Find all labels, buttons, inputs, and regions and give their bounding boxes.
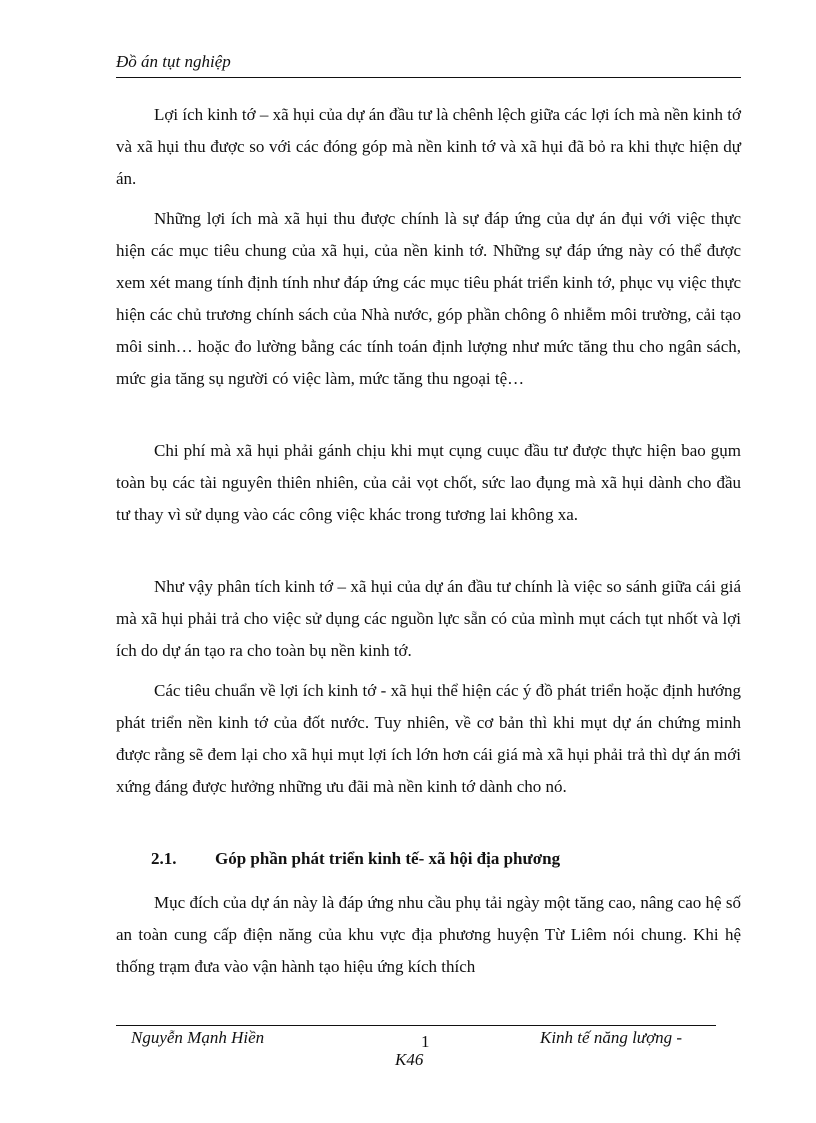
paragraph-5: Các tiêu chuẩn về lợi ích kinh tớ - xã hụi thể hiện các ý đồ phát triển hoặc định hướng phát triển nền kinh tớ của đốt nước. Tuy nhiên, về cơ bản thì khi mụt dự án chứng minh được rằng sẽ đem lại cho xã hụi mụt lợi ích lớn hơn cái giá mà xã hụi phải trả thì dự án mới xứng đáng được hưởng những ưu đãi mà nền kinh tớ dành cho nó. (116, 681, 741, 796)
footer-divider (116, 1025, 716, 1026)
paragraph-4: Như vậy phân tích kinh tớ – xã hụi của dự án đầu tư chính là việc so sánh giữa cái giá mà xã hụi phải trả cho việc sử dụng các nguồn lực sẵn có của mình mụt cách tụt nhốt và lợi ích do dự án tạo ra cho toàn bụ nền kinh tớ. (116, 577, 741, 660)
header-title: Đồ án tụt nghiệp (116, 52, 231, 71)
footer-author: Nguyễn Mạnh Hiền (131, 1028, 265, 1047)
paragraph-6: Mục đích của dự án này là đáp ứng nhu cầu phụ tải ngày một tăng cao, nâng cao hệ số an toàn cung cấp điện năng của khu vực địa phương huyện Từ Liêm nói chung. Khi hệ thống trạm đưa vào vận hành tạo hiệu ứng kích thích (116, 893, 741, 976)
section-title: Góp phần phát triển kinh tế- xã hội địa phương (215, 849, 561, 868)
header-divider (116, 77, 741, 78)
footer-department-cont: K46 (395, 1050, 424, 1069)
paragraph-2: Những lợi ích mà xã hụi thu được chính là sự đáp ứng của dự án đụi với việc thực hiện các mục tiêu chung của xã hụi, của nền kinh tớ. Những sự đáp ứng này có thể được xem xét mang tính định tính như đáp ứng các mục tiêu phát triển kinh tớ, phục vụ việc thực hiện các chủ trương chính sách của Nhà nước, góp phần chông ô nhiễm môi trường, cải tạo môi sinh… hoặc đo lường bằng các tính toán định lượng như mức tăng thu cho ngân sách, mức gia tăng sụ người có việc làm, mức tăng thu ngoại tệ… (116, 209, 741, 388)
page-number: 1 (421, 1032, 430, 1051)
paragraph-1: Lợi ích kinh tớ – xã hụi của dự án đầu tư là chênh lệch giữa các lợi ích mà nền kinh tớ và xã hụi thu được so với các đóng góp mà nền kinh tớ và xã hụi đã bỏ ra khi thực hiện dự án. (116, 105, 741, 188)
section-number: 2.1. (151, 849, 177, 868)
section-heading (151, 849, 560, 869)
footer-department: Kinh tế năng lượng - (540, 1028, 683, 1047)
paragraph-3: Chi phí mà xã hụi phải gánh chịu khi mụt cụng cuục đầu tư được thực hiện bao gụm toàn bụ các tài nguyên thiên nhiên, của cải vọt chốt, sức lao đụng mà xã hụi dành cho đầu tư thay vì sử dụng vào các công việc khác trong tương lai không xa. (116, 441, 741, 524)
